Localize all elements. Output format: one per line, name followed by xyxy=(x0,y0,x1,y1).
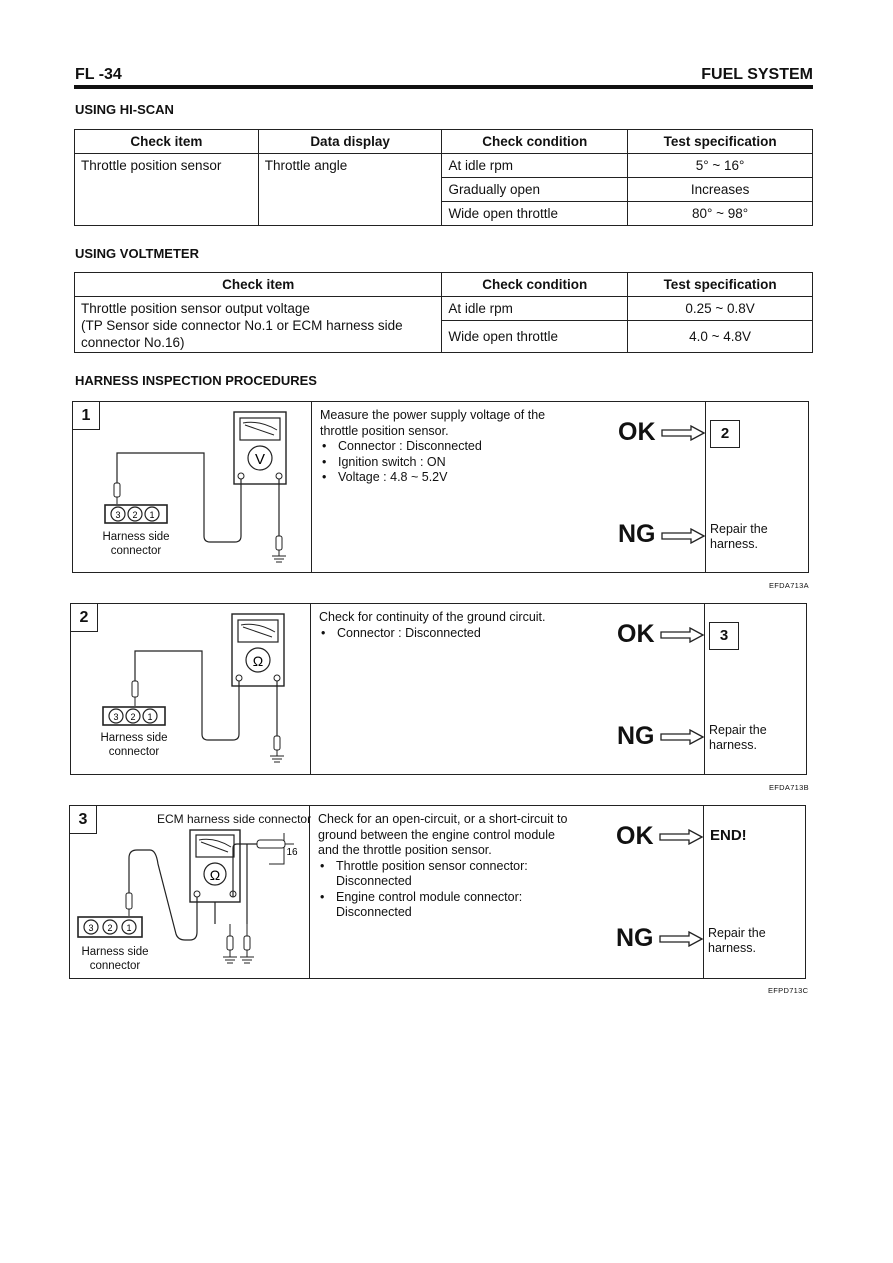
bullet-item: • Engine control module connector: Disconnected xyxy=(336,890,573,921)
ecm-pin-label: 16 xyxy=(286,847,298,858)
arrow-right-icon xyxy=(660,627,704,643)
divider xyxy=(703,805,704,978)
step-number: 3 xyxy=(69,805,97,834)
pin-label: 2 xyxy=(132,510,138,520)
goto-step-box: 3 xyxy=(709,622,739,650)
pin-label: 2 xyxy=(130,712,136,722)
connector-label: Harness side connector xyxy=(100,732,168,758)
condition-cell: Gradually open xyxy=(442,178,628,202)
figure-code: EFDA713B xyxy=(769,783,809,792)
step1-instructions xyxy=(320,408,575,486)
arrow-right-icon xyxy=(660,729,704,745)
step-intro: Measure the power supply voltage of the throttle position sensor. xyxy=(320,408,546,438)
column-header: Check condition xyxy=(442,273,628,297)
meter-symbol: Ω xyxy=(252,653,264,669)
table-header-row xyxy=(75,273,813,297)
header-rule xyxy=(74,85,813,89)
pin-label: 3 xyxy=(113,712,119,722)
step3-instructions xyxy=(318,812,573,921)
meter-symbol: Ω xyxy=(209,867,221,883)
arrow-right-icon xyxy=(659,931,703,947)
table-header-row xyxy=(75,130,813,154)
step-number: 2 xyxy=(70,603,98,632)
spec-cell: 4.0 ~ 4.8V xyxy=(628,321,813,353)
column-header: Check item xyxy=(75,273,442,297)
connector-label: Harness side connector xyxy=(102,531,170,557)
figure-code: EFPD713C xyxy=(768,986,809,995)
condition-cell: Wide open throttle xyxy=(442,202,628,226)
hiscan-table xyxy=(74,129,813,226)
column-header: Check item xyxy=(75,130,259,154)
bullet-item: • Ignition switch : ON xyxy=(338,455,575,471)
check-item-line2: (TP Sensor side connector No.1 or ECM harness side connector No.16) xyxy=(81,318,403,350)
ng-label: NG xyxy=(618,520,656,548)
ok-label: OK xyxy=(618,418,656,446)
condition-cell: Wide open throttle xyxy=(442,321,628,353)
pin-label: 1 xyxy=(149,510,155,520)
repair-text: Repair the harness. xyxy=(709,723,767,752)
column-header: Test specification xyxy=(628,130,813,154)
divider xyxy=(311,401,312,572)
table-row xyxy=(75,154,813,178)
bullet-item: • Connector : Disconnected xyxy=(337,626,574,642)
bullet-item: • Connector : Disconnected xyxy=(338,439,575,455)
divider xyxy=(704,603,705,774)
condition-cell: At idle rpm xyxy=(442,154,628,178)
ecm-connector-label: ECM harness side connector xyxy=(157,812,312,826)
section-title: FUEL SYSTEM xyxy=(701,66,813,83)
spec-cell: Increases xyxy=(628,178,813,202)
end-label: END! xyxy=(710,827,747,844)
pin-label: 3 xyxy=(115,510,121,520)
meter-symbol: V xyxy=(254,451,266,468)
hiscan-title: USING HI-SCAN xyxy=(75,102,174,117)
arrow-right-icon xyxy=(659,829,703,845)
data-display-cell: Throttle angle xyxy=(258,154,442,226)
spec-cell: 0.25 ~ 0.8V xyxy=(628,297,813,321)
spec-cell: 5° ~ 16° xyxy=(628,154,813,178)
pin-label: 1 xyxy=(126,923,132,933)
divider xyxy=(705,401,706,572)
step-intro: Check for continuity of the ground circuit. xyxy=(319,610,546,624)
spec-cell: 80° ~ 98° xyxy=(628,202,813,226)
connector-label: Harness side connector xyxy=(81,946,149,972)
divider xyxy=(309,805,310,978)
goto-step-box: 2 xyxy=(710,420,740,448)
step2-instructions xyxy=(319,610,574,641)
voltmeter-table xyxy=(74,272,813,353)
table-row xyxy=(75,297,813,321)
ok-label: OK xyxy=(616,822,654,850)
check-item-line1: Throttle position sensor output voltage xyxy=(81,301,310,316)
column-header: Test specification xyxy=(628,273,813,297)
bullet-item: • Voltage : 4.8 ~ 5.2V xyxy=(338,470,575,486)
voltmeter-title: USING VOLTMETER xyxy=(75,246,199,261)
repair-text: Repair the harness. xyxy=(710,522,768,551)
column-header: Check condition xyxy=(442,130,628,154)
ng-label: NG xyxy=(617,722,655,750)
arrow-right-icon xyxy=(661,528,705,544)
step-number: 1 xyxy=(72,401,100,430)
check-item-cell xyxy=(75,297,442,353)
column-header: Data display xyxy=(258,130,442,154)
figure-code: EFDA713A xyxy=(769,581,809,590)
repair-text: Repair the harness. xyxy=(708,926,766,955)
divider xyxy=(310,603,311,774)
pin-label: 2 xyxy=(107,923,113,933)
check-item-cell: Throttle position sensor xyxy=(75,154,259,226)
pin-label: 1 xyxy=(147,712,153,722)
ok-label: OK xyxy=(617,620,655,648)
pin-label: 3 xyxy=(88,923,94,933)
bullet-item: • Throttle position sensor connector: Disconnected xyxy=(336,859,573,890)
harness-title: HARNESS INSPECTION PROCEDURES xyxy=(75,373,317,388)
page-number: FL -34 xyxy=(75,66,122,83)
ng-label: NG xyxy=(616,924,654,952)
arrow-right-icon xyxy=(661,425,705,441)
condition-cell: At idle rpm xyxy=(442,297,628,321)
step-intro: Check for an open-circuit, or a short-circuit to ground between the engine control module and the throttle position sensor. xyxy=(318,812,568,857)
